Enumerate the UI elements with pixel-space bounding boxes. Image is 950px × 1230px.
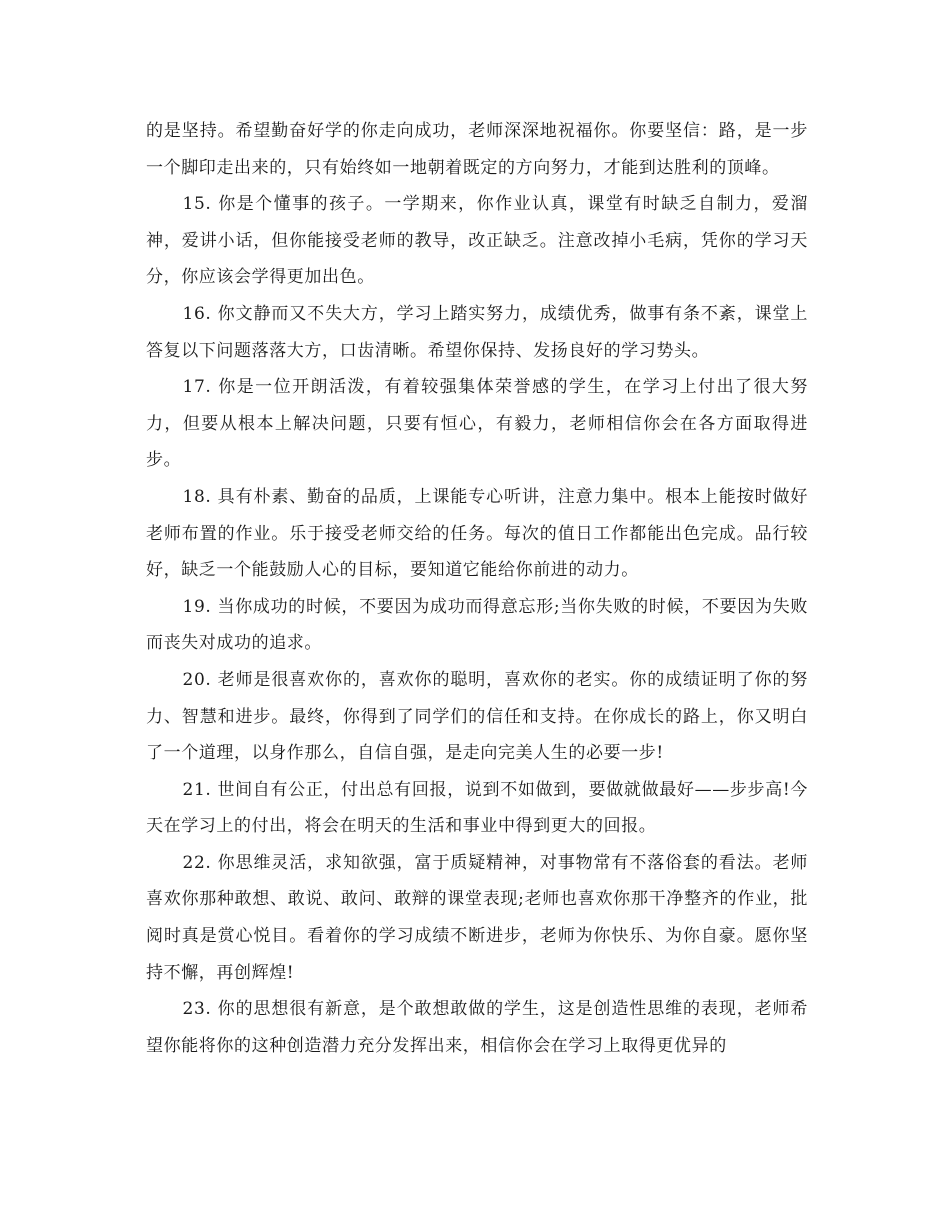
- paragraph-22: 22. 你思维灵活，求知欲强，富于质疑精神，对事物常有不落俗套的看法。老师喜欢你那种敢想、敢说、敢问、敢辩的课堂表现;老师也喜欢你那干净整齐的作业，批阅时真是赏心悦目。看着你的学习成绩不断进步，老师为你快乐、为你自豪。愿你坚持不懈，再创辉煌!: [146, 852, 808, 983]
- paragraph-17: 17. 你是一位开朗活泼，有着较强集体荣誉感的学生，在学习上付出了很大努力，但要从根本上解决问题，只要有恒心，有毅力，老师相信你会在各方面取得进步。: [146, 377, 808, 471]
- paragraph-20: 20. 老师是很喜欢你的，喜欢你的聪明，喜欢你的老实。你的成绩证明了你的努力、智慧和进步。最终，你得到了同学们的信任和支持。在你成长的路上，你又明白了一个道理，以身作那么，自信自强，是走向完美人生的必要一步!: [146, 669, 808, 764]
- document-body: [146, 113, 808, 1064]
- paragraph-23: 23. 你的思想很有新意，是个敢想敢做的学生，这是创造性思维的表现，老师希望你能将你的这种创造潜力充分发挥出来，相信你会在学习上取得更优异的: [146, 999, 808, 1056]
- paragraph-19: 19. 当你成功的时候，不要因为成功而得意忘形;当你失败的时候，不要因为失败而丧失对成功的追求。: [146, 596, 808, 654]
- paragraph-15: 15. 你是个懂事的孩子。一学期来，你作业认真，课堂有时缺乏自制力，爱溜神，爱讲小话，但你能接受老师的教导，改正缺乏。注意改掉小毛病，凭你的学习天分，你应该会学得更加出色。: [146, 194, 808, 288]
- paragraph-18: 18. 具有朴素、勤奋的品质，上课能专心听讲，注意力集中。根本上能按时做好老师布置的作业。乐于接受老师交给的任务。每次的值日工作都能出色完成。品行较好，缺乏一个能鼓励人心的目标，要知道它能给你前进的动力。: [146, 486, 808, 581]
- paragraph-21: 21. 世间自有公正，付出总有回报，说到不如做到，要做就做最好——步步高!今天在学习上的付出，将会在明天的生活和事业中得到更大的回报。: [146, 779, 808, 837]
- paragraph-16: 16. 你文静而又不失大方，学习上踏实努力，成绩优秀，做事有条不紊，课堂上答复以下问题落落大方，口齿清晰。希望你保持、发扬良好的学习势头。: [146, 303, 808, 361]
- paragraph-continuation: 的是坚持。希望勤奋好学的你走向成功，老师深深地祝福你。你要坚信：路，是一步一个脚印走出来的，只有始终如一地朝着既定的方向努力，才能到达胜利的顶峰。: [146, 121, 808, 178]
